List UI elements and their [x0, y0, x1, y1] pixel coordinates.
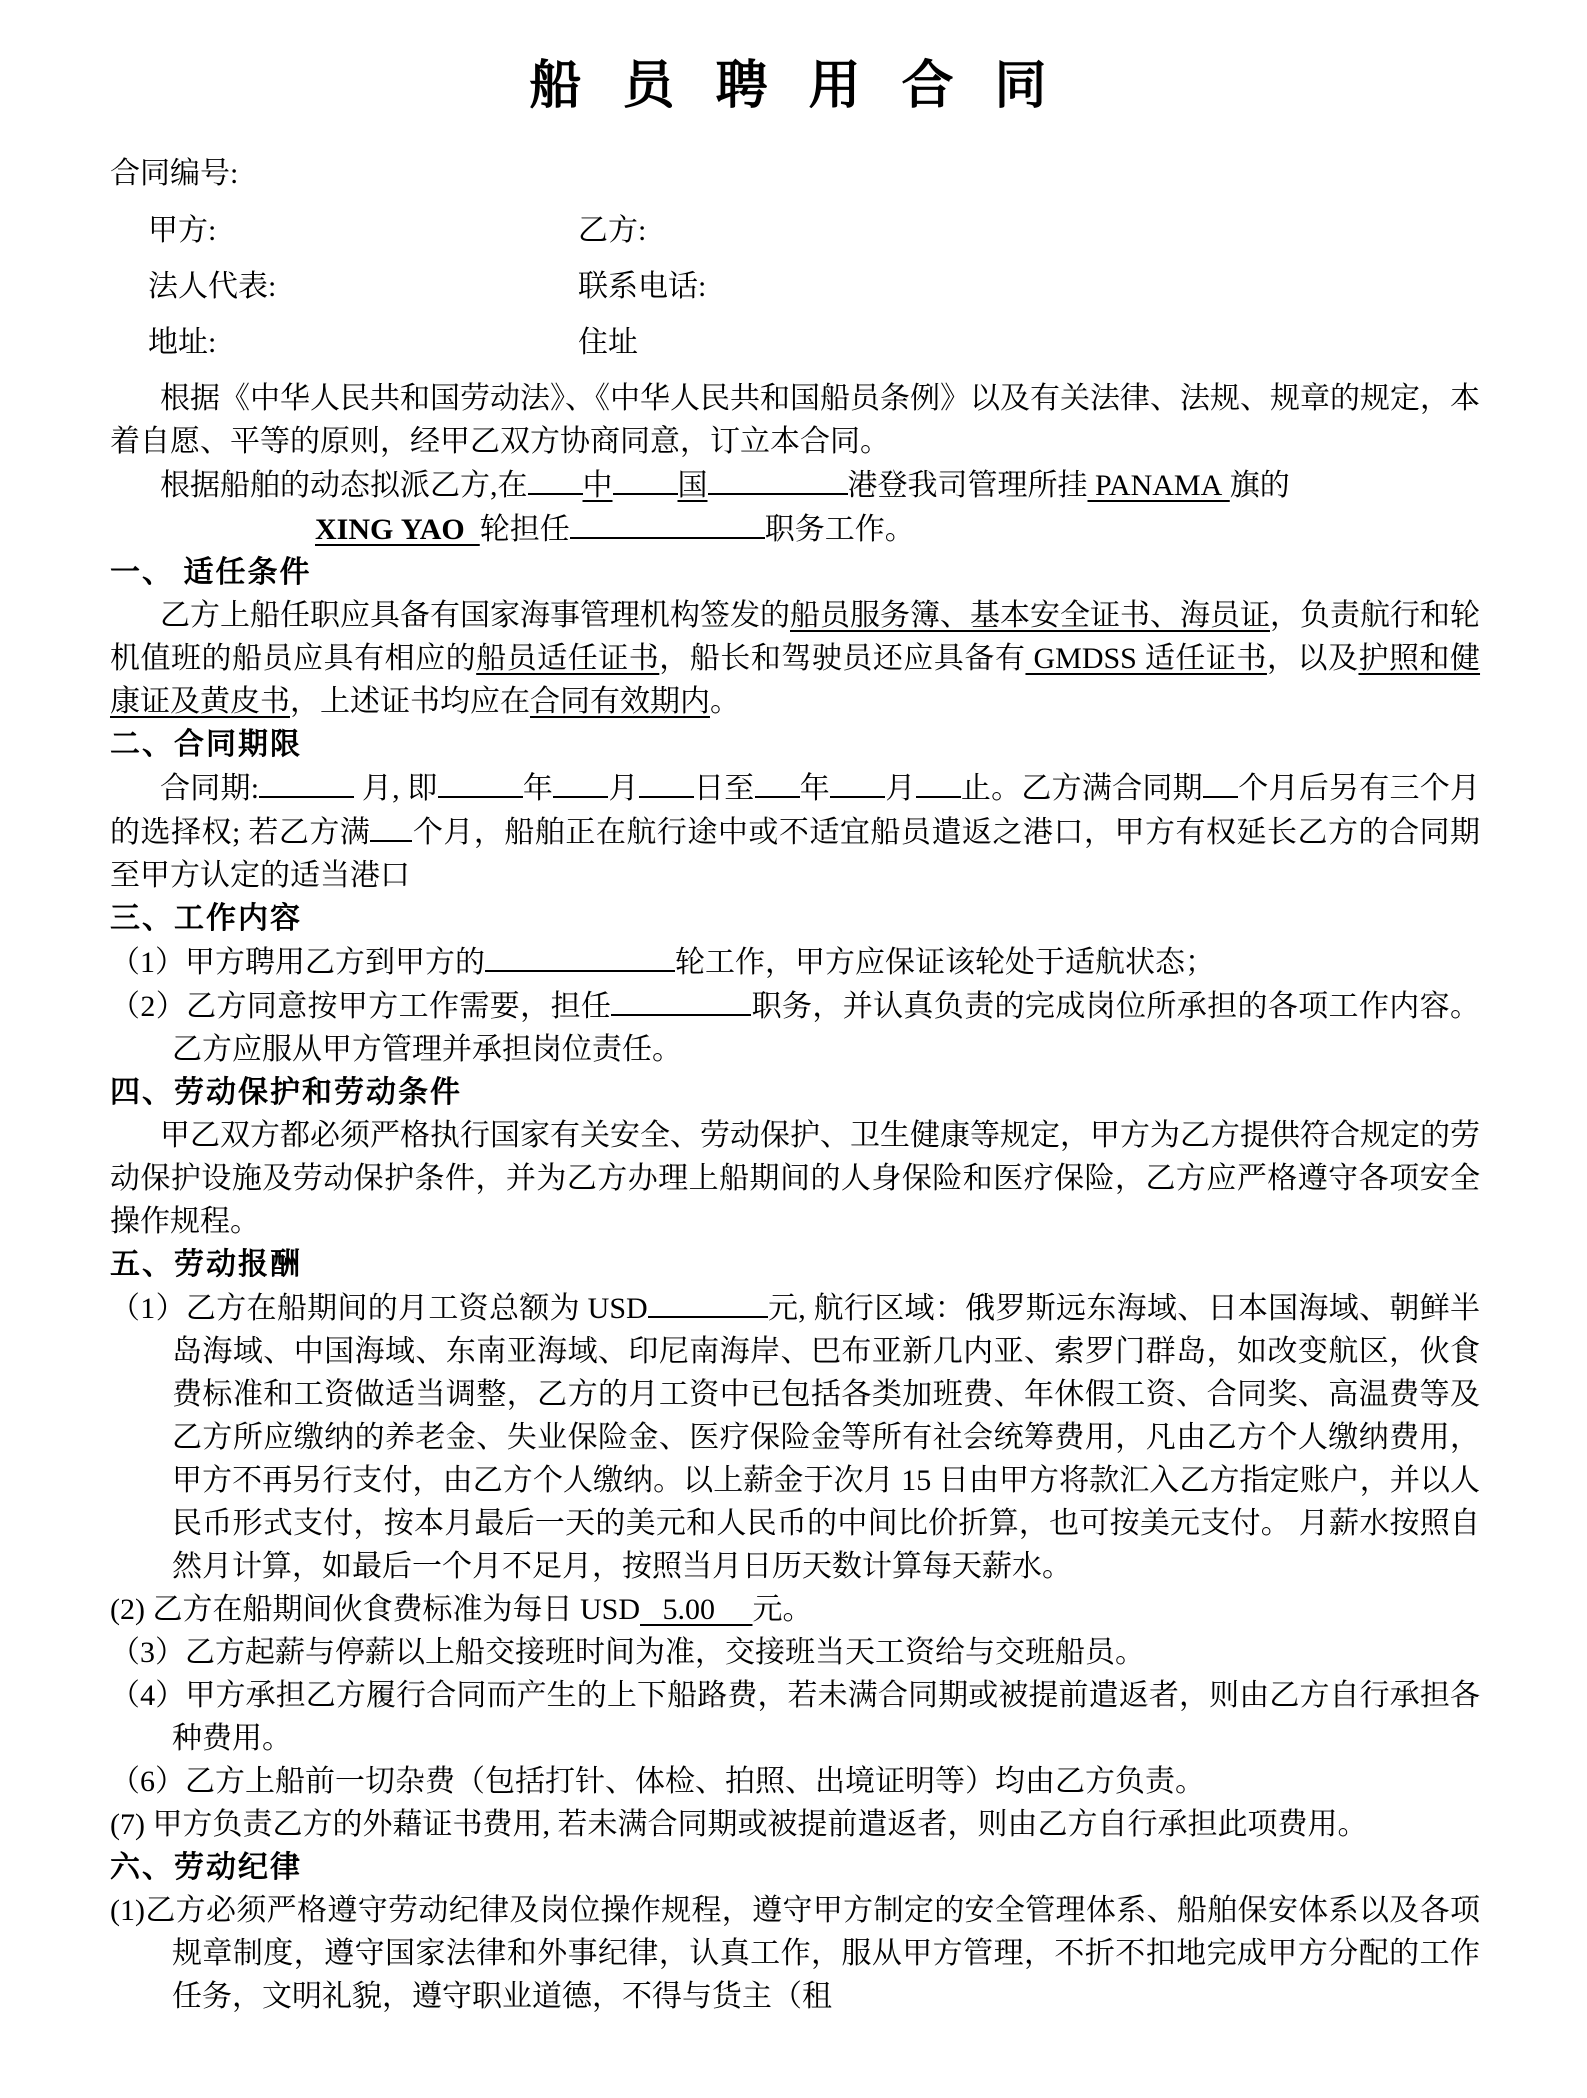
blank-underline [528, 463, 583, 495]
text-run: （1）乙方在船期间的月工资总额为 USD [110, 1292, 648, 1325]
text-run: 止。乙方满合同期 [960, 772, 1203, 805]
party-row-2 [110, 265, 1480, 308]
party-row-1 [110, 209, 1480, 252]
text-run: 轮工作，甲方应保证该轮处于适航状态； [675, 946, 1215, 979]
text-run: 甲乙双方都必须严格执行国家有关安全、劳动保护、卫生健康等规定，甲方为乙方提供符合规定的劳动保护设施及劳动保护条件，并为乙方办理上船期间的人身保险和医疗保险，乙方应严格遵守各项安全操作规程。 [110, 1119, 1480, 1238]
text-run: (1)乙方必须严格遵守劳动纪律及岗位操作规程，遵守甲方制定的安全管理体系、船舶保安体系以及各项规章制度，遵守国家法律和外事纪律，认真工作，服从甲方管理，不折不扣地完成甲方分配的工作任务，文明礼貌，遵守职业道德，不得与货主（租 [110, 1894, 1480, 2013]
text-run: 六、劳动纪律 [110, 1851, 302, 1884]
party-a-label: 甲方: [148, 214, 217, 247]
section-5-heading [110, 1243, 1480, 1286]
contract-no-label: 合同编号: [110, 157, 239, 190]
section-5-item-3 [110, 1631, 1480, 1674]
blank-underline [485, 940, 675, 972]
blank-underline [611, 984, 751, 1016]
text-run: 个月后另有三个月的选择权; 若乙方满 [110, 772, 1481, 849]
text-run: 中 [582, 469, 613, 502]
text-run: 职务工作。 [764, 513, 915, 546]
section-5-item-2 [110, 1588, 1480, 1631]
blank-underline [370, 810, 412, 842]
section-5-item-1 [110, 1286, 1480, 1588]
blank-underline [755, 766, 800, 798]
residence-label: 住址 [578, 326, 638, 359]
blank-underline [570, 507, 765, 539]
text-run: （2）乙方同意按甲方工作需要，担任 [110, 990, 612, 1023]
section-6-item-1 [110, 1889, 1480, 2018]
text-run: 国 [677, 469, 708, 502]
preamble-paragraph [110, 377, 1480, 463]
text-run: 根据《中华人民共和国劳动法》、《中华人民共和国船员条例》以及有关法律、法规、规章的规定，本着自愿、平等的原则，经甲乙双方协商同意，订立本合同。 [110, 382, 1480, 458]
text-run: 5.00 [640, 1593, 753, 1626]
text-run: 年 [799, 772, 831, 805]
text-run: 船员适任证书 [476, 642, 660, 675]
text-run: （3）乙方起薪与停薪以上船交接班时间为准，交接班当天工资给与交班船员。 [110, 1636, 1145, 1669]
text-run: 个月，船舶正在航行途中或不适宜船员遣返之港口，甲方有权延长乙方的合同期至甲方认定的适当港口 [110, 816, 1480, 892]
blank-underline [708, 463, 848, 495]
section-2-heading [110, 723, 1480, 766]
text-run: 护照和健康证及黄皮书 [110, 642, 1481, 718]
section-5-item-7 [110, 1803, 1480, 1846]
text-run: 二、合同期限 [110, 728, 302, 761]
blank-underline [1203, 766, 1238, 798]
section-3-item-1 [110, 940, 1480, 984]
text-run: 根据船舶的动态拟派乙方,在 [160, 469, 528, 502]
text-run: (2) 乙方在船期间伙食费标准为每日 USD [110, 1593, 640, 1626]
contact-phone-label: 联系电话: [578, 270, 707, 303]
section-6-heading [110, 1846, 1480, 1889]
text-run: 元, 航行区域：俄罗斯远东海域、日本国海域、朝鲜半岛海域、中国海域、东南亚海域、印尼南海岸、巴布亚新几内亚、索罗门群岛，如改变航区，伙食费标准和工资做适当调整，乙方的月工资中已包括各类加班费、年休假工资、合同奖、高温费等及乙方所应缴纳的养老金、失业保险金、医疗保险金等所有社会统筹费用，凡由乙方个人缴纳费用，甲方不再另行支付，由乙方个人缴纳。以上薪金于次月 15 日由甲方将款汇入乙方指定账户，并以人民币形式支付，按本月最后一天的美元和人民币的中间比价折算，也可按美元支付。 月薪水按照自然月计算，如最后一个月不足月，按照当月日历天数计算每天薪水。 [172, 1292, 1481, 1583]
section-3-heading [110, 897, 1480, 940]
text-run: PANAMA [1087, 469, 1230, 502]
text-run: ，负责航行和轮机值班的船员应具有相应的 [110, 599, 1480, 675]
text-run: （4）甲方承担乙方履行合同而产生的上下船路费，若未满合同期或被提前遣返者，则由乙方自行承担各种费用。 [110, 1679, 1480, 1755]
text-run: 三、工作内容 [110, 902, 302, 935]
text-run: XING YAO [315, 513, 480, 546]
text-run: (7) 甲方负责乙方的外藉证书费用, 若未满合同期或被提前遣返者，则由乙方自行承担此项费用。 [110, 1808, 1368, 1841]
text-run: 旗的 [1229, 469, 1290, 502]
text-run: （6）乙方上船前一切杂费（包括打针、体检、拍照、出境证明等）均由乙方负责。 [110, 1765, 1205, 1798]
text-run: 年 [522, 772, 554, 805]
section-5-item-4 [110, 1674, 1480, 1760]
text-run: 船员服务簿、基本安全证书、海员证 [790, 599, 1270, 632]
section-1-heading [110, 551, 1480, 594]
text-run: 四、劳动保护和劳动条件 [110, 1076, 462, 1109]
party-row-3 [110, 321, 1480, 364]
document-title: 船 员 聘 用 合 同 [529, 58, 1061, 115]
blank-underline [259, 766, 354, 798]
document-body [110, 377, 1480, 2018]
blank-underline [553, 766, 608, 798]
text-run: 。 [710, 685, 740, 718]
dispatch-paragraph-line-2 [110, 507, 1480, 551]
text-run: 一、 适任条件 [110, 556, 312, 589]
text-run: 月 [608, 772, 639, 805]
text-run: （1）甲方聘用乙方到甲方的 [110, 946, 485, 979]
section-1-paragraph [110, 594, 1480, 723]
text-run: 合同有效期内 [530, 685, 710, 718]
blank-underline [613, 463, 678, 495]
section-4-paragraph [110, 1114, 1480, 1243]
text-run: ，船长和驾驶员还应具备有 [659, 642, 1026, 675]
text-run: GMDSS 适任证书 [1025, 642, 1267, 675]
text-run: 合同期: [160, 772, 260, 805]
text-run: 轮担任 [479, 513, 570, 546]
text-run: ，以及 [1266, 642, 1359, 675]
section-3-item-2 [110, 984, 1480, 1071]
blank-underline [438, 766, 523, 798]
address-label: 地址: [148, 326, 217, 359]
section-5-item-6 [110, 1760, 1480, 1803]
text-run: 乙方上船任职应具备有国家海事管理机构签发的 [160, 599, 790, 632]
text-run: 日至 [693, 772, 755, 805]
blank-underline [916, 766, 961, 798]
blank-underline [830, 766, 885, 798]
text-run: 元。 [752, 1593, 813, 1626]
section-4-heading [110, 1071, 1480, 1114]
dispatch-paragraph-line-1 [110, 463, 1480, 507]
text-run: 职务，并认真负责的完成岗位所承担的各项工作内容。乙方应服从甲方管理并承担岗位责任。 [172, 990, 1481, 1066]
text-run: ，上述证书均应在 [290, 685, 530, 718]
text-run: 港登我司管理所挂 [847, 469, 1088, 502]
party-b-label: 乙方: [578, 214, 647, 247]
text-run: 月, 即 [354, 772, 438, 805]
section-2-paragraph [110, 766, 1480, 897]
blank-underline [639, 766, 694, 798]
blank-underline [648, 1286, 768, 1318]
legal-representative-label: 法人代表: [148, 270, 277, 303]
text-run: 月 [885, 772, 916, 805]
text-run: 五、劳动报酬 [110, 1248, 302, 1281]
